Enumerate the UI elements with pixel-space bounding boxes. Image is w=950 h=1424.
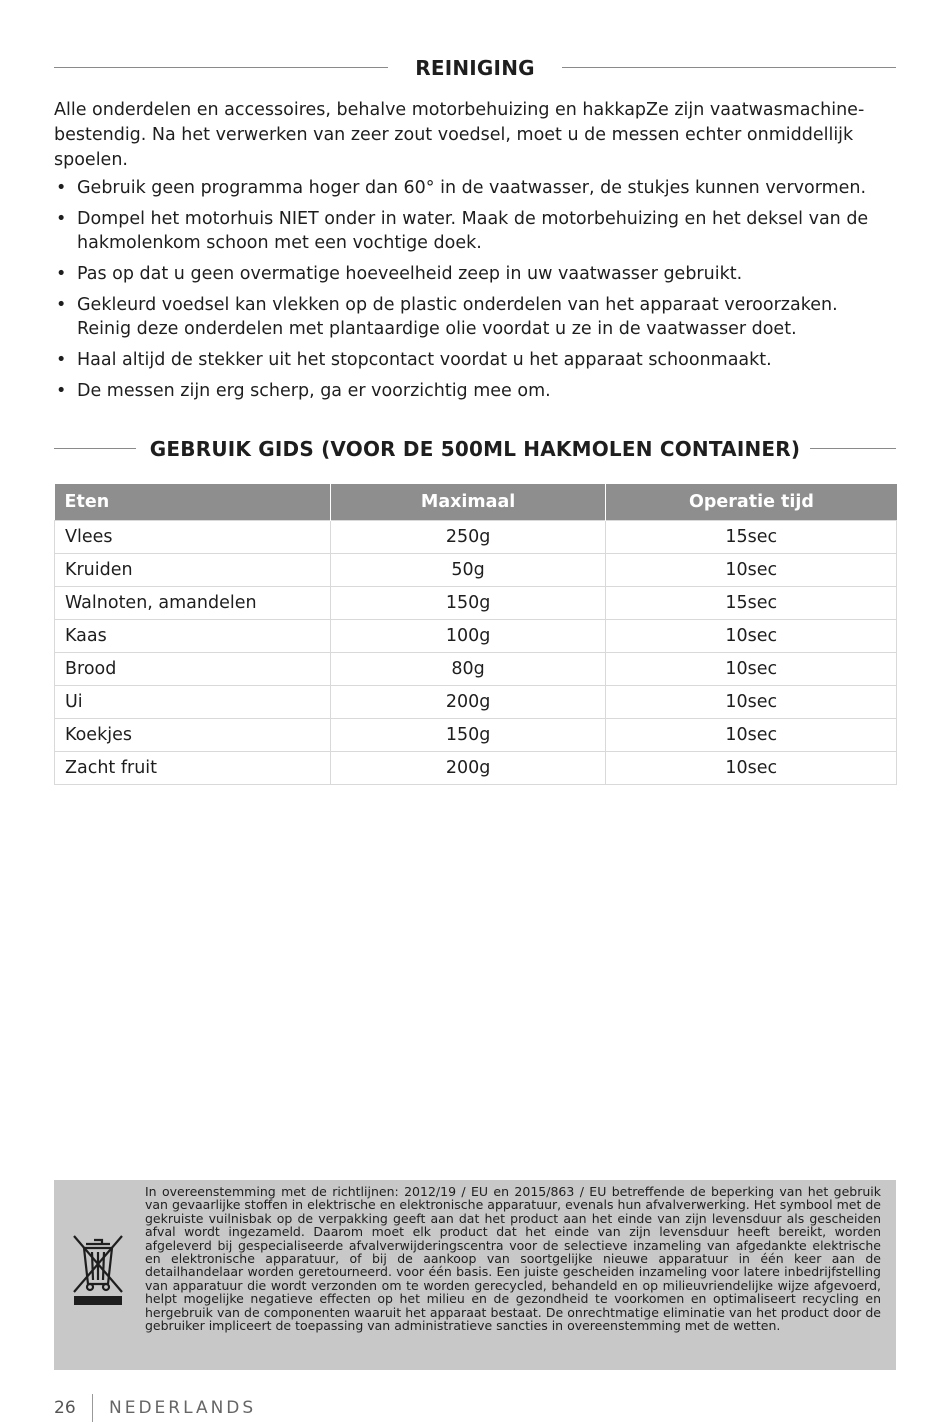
- cell-time: 15sec: [606, 587, 897, 620]
- table-row: [55, 719, 897, 752]
- bullet-item: [54, 293, 896, 341]
- table-row: [55, 554, 897, 587]
- column-header-food: Eten: [55, 484, 331, 521]
- cell-food: Ui: [55, 686, 331, 719]
- page-number: 26: [54, 1398, 76, 1418]
- cell-food: Brood: [55, 653, 331, 686]
- cell-max: 200g: [330, 752, 606, 785]
- crossed-out-wheelie-bin-icon: [68, 1228, 128, 1308]
- guide-heading: GEBRUIK GIDS (VOOR DE 500ML HAKMOLEN CONTAINER): [149, 437, 801, 461]
- cleaning-heading-bar: [54, 53, 896, 83]
- bullet-text: Haal altijd de stekker uit het stopcontact voordat u het apparaat schoonmaakt.: [77, 350, 772, 370]
- cell-time: 10sec: [606, 554, 897, 587]
- cell-food: Walnoten, amandelen: [55, 587, 331, 620]
- cell-food: Kaas: [55, 620, 331, 653]
- bullet-item: [54, 207, 896, 255]
- usage-guide-table: [54, 484, 897, 785]
- cell-time: 10sec: [606, 620, 897, 653]
- bullet-dot-icon: •: [56, 295, 67, 315]
- guide-heading-bar: [54, 434, 896, 464]
- bullet-item: [54, 262, 896, 286]
- cell-max: 200g: [330, 686, 606, 719]
- cell-max: 80g: [330, 653, 606, 686]
- cell-food: Kruiden: [55, 554, 331, 587]
- bullet-item: [54, 176, 896, 200]
- weee-notice-text: In overeenstemming met de richtlijnen: 2012/19 / EU en 2015/863 / EU betreffende de beperking van het gebruik van gevaarlijke stoffen in elektrische en elektronische apparatuur, evenals hun afvalverwerking. Het symbool met de gekruiste vuilnisbak op de verpakking geeft aan dat het product aan het einde van zijn levensduur als gescheiden afval wordt ingezameld. Daarom moet elk product dat het einde van zijn levensduur heeft bereikt, worden afgeleverd bij gespecialiseerde afvalverwijderingscentra voor de selectieve inzameling van afgedankte elektrische en elektronische apparatuur, of bij de aankoop van soortgelijke nieuwe apparatuur in één keer aan de detailhandelaar worden geretourneerd. voor één basis. Een juiste gescheiden inzameling voor latere inbedrijfstelling van apparatuur die wordt verzonden om te worden gerecycled, behandeld en op milieuvriendelijke wijze afgevoerd, helpt mogelijke negatieve effecten op het milieu en de gezondheid te voorkomen en optimaliseert recycling en hergebruik van de componenten waaruit het apparaat bestaat. De onrechtmatige eliminatie van het product door de gebruiker impliceert de toepassing van administratieve sancties in overeenstemming met de wetten.: [145, 1184, 881, 1334]
- footer-language: NEDERLANDS: [109, 1398, 257, 1418]
- cell-max: 100g: [330, 620, 606, 653]
- cell-time: 10sec: [606, 719, 897, 752]
- table-header-row: [55, 484, 897, 521]
- cell-food: Koekjes: [55, 719, 331, 752]
- cell-max: 150g: [330, 587, 606, 620]
- table-row: [55, 521, 897, 554]
- table-row: [55, 620, 897, 653]
- bullet-text: Gekleurd voedsel kan vlekken op de plastic onderdelen van het apparaat veroorzaken. Reinig deze onderdelen met plantaardige olie voordat u ze in de vaatwasser doet.: [77, 295, 838, 339]
- cell-food: Vlees: [55, 521, 331, 554]
- cleaning-intro: Alle onderdelen en accessoires, behalve motorbehuizing en hakkapZe zijn vaatwasmachine-bestendig. Na het verwerken van zeer zout voedsel, moet u de messen echter onmiddellijk spoelen.: [54, 100, 865, 170]
- bullet-text: Gebruik geen programma hoger dan 60° in de vaatwasser, de stukjes kunnen vervormen.: [77, 178, 867, 198]
- footer-divider: [92, 1394, 93, 1422]
- bullet-dot-icon: •: [56, 264, 67, 284]
- table-row: [55, 752, 897, 785]
- cell-food: Zacht fruit: [55, 752, 331, 785]
- cell-time: 10sec: [606, 686, 897, 719]
- bullet-text: Dompel het motorhuis NIET onder in water. Maak de motorbehuizing en het deksel van de hakmolenkom schoon met een vochtige doek.: [77, 209, 869, 253]
- table-row: [55, 587, 897, 620]
- cell-time: 10sec: [606, 752, 897, 785]
- bullet-dot-icon: •: [56, 381, 67, 401]
- bullet-item: [54, 379, 896, 403]
- bullet-dot-icon: •: [56, 350, 67, 370]
- weee-notice-box: [54, 1180, 896, 1370]
- cell-max: 250g: [330, 521, 606, 554]
- cell-time: 15sec: [606, 521, 897, 554]
- table-row: [55, 653, 897, 686]
- cleaning-bullet-list: [54, 176, 896, 410]
- bullet-item: [54, 348, 896, 372]
- cell-max: 150g: [330, 719, 606, 752]
- bullet-dot-icon: •: [56, 178, 67, 198]
- cell-time: 10sec: [606, 653, 897, 686]
- cleaning-heading: REINIGING: [415, 56, 535, 80]
- column-header-time: Operatie tijd: [606, 484, 897, 521]
- cell-max: 50g: [330, 554, 606, 587]
- bullet-text: Pas op dat u geen overmatige hoeveelheid zeep in uw vaatwasser gebruikt.: [77, 264, 743, 284]
- table-row: [55, 686, 897, 719]
- bullet-dot-icon: •: [56, 209, 67, 229]
- bullet-text: De messen zijn erg scherp, ga er voorzichtig mee om.: [77, 381, 551, 401]
- column-header-max: Maximaal: [330, 484, 606, 521]
